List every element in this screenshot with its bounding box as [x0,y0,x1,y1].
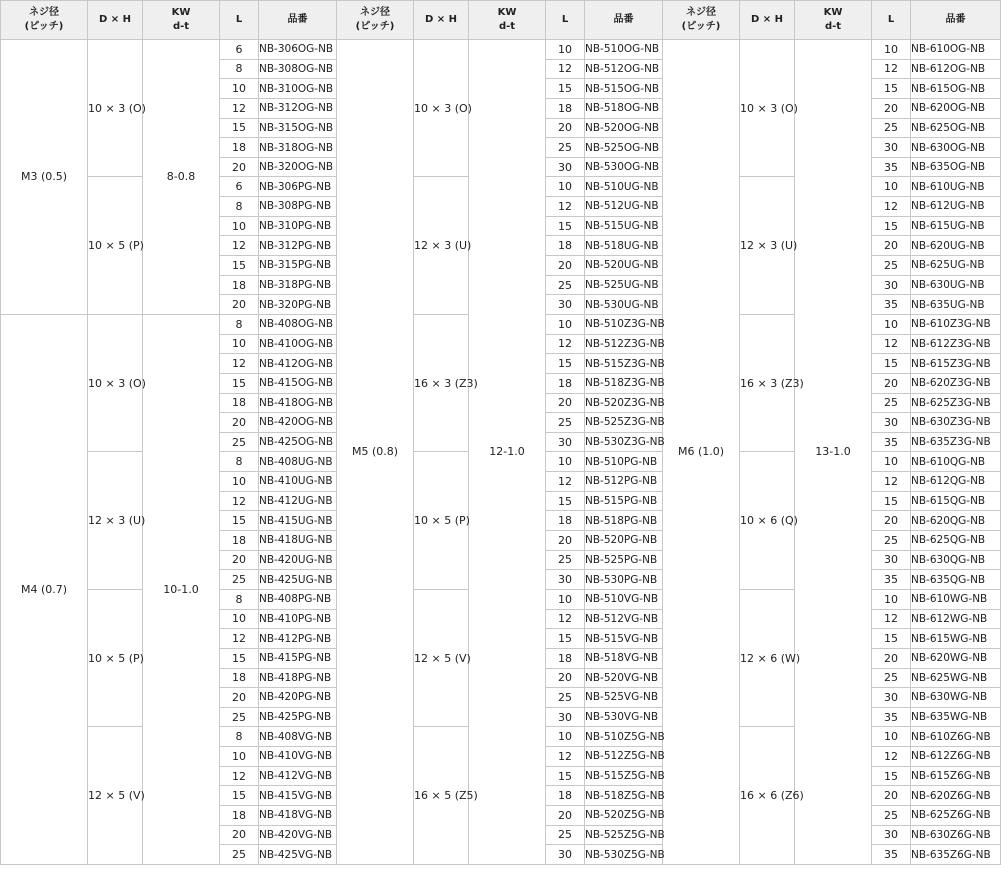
length-cell: 20 [546,668,585,688]
length-cell: 25 [220,570,259,590]
part-number-cell: NB-410UG-NB [259,472,337,492]
length-cell: 12 [872,334,911,354]
length-cell: 20 [872,511,911,531]
length-cell: 30 [872,138,911,158]
part-number-cell: NB-615QG-NB [911,491,1001,511]
part-number-cell: NB-520UG-NB [585,256,663,276]
part-number-cell: NB-515UG-NB [585,216,663,236]
length-cell: 20 [872,373,911,393]
length-cell: 18 [220,138,259,158]
thread-size-cell: M4 (0.7) [1,314,88,864]
header-part-number: 品番 [259,1,337,40]
part-number-cell: NB-530UG-NB [585,295,663,315]
part-number-cell: NB-520PG-NB [585,531,663,551]
length-cell: 10 [220,747,259,767]
length-cell: 18 [546,236,585,256]
part-number-cell: NB-610Z6G-NB [911,727,1001,747]
part-number-cell: NB-312PG-NB [259,236,337,256]
part-number-cell: NB-518Z3G-NB [585,373,663,393]
length-cell: 35 [872,432,911,452]
part-number-cell: NB-510OG-NB [585,40,663,60]
part-number-cell: NB-510PG-NB [585,452,663,472]
length-cell: 35 [872,570,911,590]
part-number-cell: NB-630Z6G-NB [911,825,1001,845]
length-cell: 30 [872,550,911,570]
part-number-cell: NB-525Z5G-NB [585,825,663,845]
length-cell: 12 [872,747,911,767]
kw-cell: 8-0.8 [143,40,220,315]
dh-cell: 12 × 6 (W) [740,589,795,726]
part-number-cell: NB-625WG-NB [911,668,1001,688]
part-number-cell: NB-620Z3G-NB [911,373,1001,393]
part-number-cell: NB-318PG-NB [259,275,337,295]
length-cell: 25 [546,413,585,433]
part-number-cell: NB-412UG-NB [259,491,337,511]
length-cell: 35 [872,845,911,865]
part-number-cell: NB-418PG-NB [259,668,337,688]
length-cell: 10 [220,79,259,99]
part-number-cell: NB-518VG-NB [585,648,663,668]
length-cell: 10 [220,216,259,236]
length-cell: 20 [872,236,911,256]
part-number-cell: NB-635Z3G-NB [911,432,1001,452]
dh-cell: 10 × 3 (O) [414,40,469,177]
dh-cell: 10 × 6 (Q) [740,452,795,589]
length-cell: 30 [872,688,911,708]
part-number-cell: NB-420UG-NB [259,550,337,570]
length-cell: 30 [546,570,585,590]
part-number-cell: NB-512UG-NB [585,197,663,217]
length-cell: 25 [546,138,585,158]
length-cell: 20 [220,688,259,708]
part-number-cell: NB-518UG-NB [585,236,663,256]
part-number-cell: NB-525OG-NB [585,138,663,158]
part-number-cell: NB-520Z3G-NB [585,393,663,413]
length-cell: 30 [872,825,911,845]
length-cell: 30 [546,432,585,452]
length-cell: 20 [220,157,259,177]
part-number-cell: NB-412VG-NB [259,766,337,786]
length-cell: 8 [220,197,259,217]
length-cell: 25 [872,668,911,688]
length-cell: 15 [546,766,585,786]
length-cell: 10 [546,314,585,334]
length-cell: 15 [872,629,911,649]
header-row [1,1,1001,40]
kw-cell: 12-1.0 [469,40,546,865]
part-number-cell: NB-610Z3G-NB [911,314,1001,334]
length-cell: 30 [546,295,585,315]
part-number-cell: NB-315OG-NB [259,118,337,138]
part-number-cell: NB-520VG-NB [585,668,663,688]
part-number-cell: NB-625Z6G-NB [911,805,1001,825]
part-number-cell: NB-308PG-NB [259,197,337,217]
length-cell: 8 [220,314,259,334]
header-kw: KW d-t [469,1,546,40]
part-number-cell: NB-635QG-NB [911,570,1001,590]
length-cell: 12 [872,197,911,217]
part-number-cell: NB-415UG-NB [259,511,337,531]
length-cell: 6 [220,40,259,60]
thread-size-cell: M3 (0.5) [1,40,88,315]
length-cell: 15 [546,354,585,374]
header-thread: ネジ径 (ピッチ) [663,1,740,40]
part-number-cell: NB-515VG-NB [585,629,663,649]
part-number-cell: NB-415OG-NB [259,373,337,393]
part-number-cell: NB-525Z3G-NB [585,413,663,433]
length-cell: 25 [220,845,259,865]
length-cell: 25 [546,275,585,295]
part-number-cell: NB-408VG-NB [259,727,337,747]
part-number-cell: NB-425VG-NB [259,845,337,865]
part-number-cell: NB-306OG-NB [259,40,337,60]
part-number-cell: NB-610WG-NB [911,589,1001,609]
length-cell: 20 [872,648,911,668]
length-cell: 20 [872,98,911,118]
dh-cell: 16 × 5 (Z5) [414,727,469,864]
part-number-cell: NB-420OG-NB [259,413,337,433]
part-number-cell: NB-420PG-NB [259,688,337,708]
length-cell: 10 [872,177,911,197]
length-cell: 8 [220,727,259,747]
length-cell: 20 [546,118,585,138]
part-number-cell: NB-620WG-NB [911,648,1001,668]
length-cell: 18 [220,668,259,688]
header-length: L [546,1,585,40]
part-number-cell: NB-630UG-NB [911,275,1001,295]
length-cell: 20 [546,531,585,551]
part-number-cell: NB-635WG-NB [911,707,1001,727]
part-number-cell: NB-610OG-NB [911,40,1001,60]
length-cell: 25 [872,393,911,413]
length-cell: 10 [546,452,585,472]
length-cell: 12 [546,747,585,767]
length-cell: 12 [546,609,585,629]
part-number-cell: NB-320OG-NB [259,157,337,177]
part-number-cell: NB-408OG-NB [259,314,337,334]
header-length: L [220,1,259,40]
length-cell: 10 [220,472,259,492]
part-number-cell: NB-425PG-NB [259,707,337,727]
part-number-cell: NB-612QG-NB [911,472,1001,492]
part-number-cell: NB-518OG-NB [585,98,663,118]
thread-size-cell: M6 (1.0) [663,40,740,865]
length-cell: 15 [872,79,911,99]
length-cell: 20 [872,786,911,806]
length-cell: 18 [220,805,259,825]
length-cell: 30 [546,845,585,865]
length-cell: 12 [872,609,911,629]
length-cell: 10 [872,589,911,609]
part-number-cell: NB-630OG-NB [911,138,1001,158]
part-number-cell: NB-410VG-NB [259,747,337,767]
length-cell: 15 [872,354,911,374]
length-cell: 12 [220,98,259,118]
length-cell: 20 [546,393,585,413]
dh-cell: 10 × 3 (O) [740,40,795,177]
part-number-cell: NB-635OG-NB [911,157,1001,177]
part-number-cell: NB-515OG-NB [585,79,663,99]
length-cell: 10 [546,177,585,197]
part-number-cell: NB-615WG-NB [911,629,1001,649]
dh-cell: 10 × 3 (O) [88,314,143,451]
dh-cell: 12 × 3 (U) [88,452,143,589]
part-number-cell: NB-320PG-NB [259,295,337,315]
part-number-cell: NB-420VG-NB [259,825,337,845]
part-number-cell: NB-308OG-NB [259,59,337,79]
length-cell: 35 [872,295,911,315]
length-cell: 18 [546,511,585,531]
part-number-cell: NB-310PG-NB [259,216,337,236]
part-number-cell: NB-315PG-NB [259,256,337,276]
length-cell: 25 [546,825,585,845]
part-number-cell: NB-512Z3G-NB [585,334,663,354]
part-number-cell: NB-530Z5G-NB [585,845,663,865]
part-number-cell: NB-620OG-NB [911,98,1001,118]
part-number-cell: NB-408UG-NB [259,452,337,472]
length-cell: 12 [872,472,911,492]
header-dh: D × H [740,1,795,40]
part-number-cell: NB-612Z3G-NB [911,334,1001,354]
length-cell: 20 [220,295,259,315]
header-kw: KW d-t [795,1,872,40]
length-cell: 12 [220,491,259,511]
length-cell: 10 [872,314,911,334]
part-number-cell: NB-610QG-NB [911,452,1001,472]
part-number-cell: NB-418VG-NB [259,805,337,825]
part-number-cell: NB-515Z3G-NB [585,354,663,374]
part-number-cell: NB-625QG-NB [911,531,1001,551]
header-dh: D × H [414,1,469,40]
part-number-cell: NB-418OG-NB [259,393,337,413]
length-cell: 12 [220,236,259,256]
part-number-cell: NB-625UG-NB [911,256,1001,276]
part-number-cell: NB-615Z6G-NB [911,766,1001,786]
part-number-cell: NB-518PG-NB [585,511,663,531]
header-part-number: 品番 [585,1,663,40]
part-number-cell: NB-515Z5G-NB [585,766,663,786]
part-number-cell: NB-410OG-NB [259,334,337,354]
header-thread: ネジ径 (ピッチ) [1,1,88,40]
length-cell: 30 [872,413,911,433]
dh-cell: 12 × 3 (U) [414,177,469,314]
dh-cell: 12 × 3 (U) [740,177,795,314]
part-number-cell: NB-620UG-NB [911,236,1001,256]
length-cell: 18 [546,786,585,806]
length-cell: 25 [872,118,911,138]
length-cell: 8 [220,59,259,79]
length-cell: 10 [872,452,911,472]
length-cell: 30 [546,157,585,177]
header-kw: KW d-t [143,1,220,40]
length-cell: 20 [220,550,259,570]
part-number-cell: NB-512VG-NB [585,609,663,629]
kw-cell: 13-1.0 [795,40,872,865]
header-part-number: 品番 [911,1,1001,40]
header-thread: ネジ径 (ピッチ) [337,1,414,40]
part-number-cell: NB-410PG-NB [259,609,337,629]
part-number-cell: NB-525VG-NB [585,688,663,708]
part-number-cell: NB-412OG-NB [259,354,337,374]
dh-cell: 10 × 5 (P) [88,177,143,314]
length-cell: 6 [220,177,259,197]
part-number-cell: NB-530PG-NB [585,570,663,590]
part-number-cell: NB-525PG-NB [585,550,663,570]
part-number-cell: NB-512PG-NB [585,472,663,492]
part-number-cell: NB-515PG-NB [585,491,663,511]
part-number-cell: NB-615OG-NB [911,79,1001,99]
length-cell: 12 [546,334,585,354]
length-cell: 8 [220,452,259,472]
part-number-cell: NB-620Z6G-NB [911,786,1001,806]
length-cell: 8 [220,589,259,609]
length-cell: 15 [872,491,911,511]
part-number-cell: NB-615UG-NB [911,216,1001,236]
part-number-cell: NB-630WG-NB [911,688,1001,708]
length-cell: 25 [220,707,259,727]
part-number-cell: NB-530OG-NB [585,157,663,177]
kw-cell: 10-1.0 [143,314,220,864]
length-cell: 25 [220,432,259,452]
part-number-cell: NB-620QG-NB [911,511,1001,531]
part-number-cell: NB-612Z6G-NB [911,747,1001,767]
length-cell: 15 [546,491,585,511]
length-cell: 25 [872,256,911,276]
length-cell: 25 [872,531,911,551]
part-number-cell: NB-612UG-NB [911,197,1001,217]
table-row [1,40,1001,60]
length-cell: 15 [546,629,585,649]
length-cell: 20 [546,256,585,276]
dh-cell: 10 × 5 (P) [414,452,469,589]
length-cell: 10 [546,727,585,747]
part-number-cell: NB-625OG-NB [911,118,1001,138]
length-cell: 10 [872,40,911,60]
part-number-cell: NB-415PG-NB [259,648,337,668]
length-cell: 18 [220,275,259,295]
length-cell: 15 [220,648,259,668]
length-cell: 12 [220,629,259,649]
part-number-cell: NB-615Z3G-NB [911,354,1001,374]
length-cell: 12 [546,59,585,79]
part-number-cell: NB-418UG-NB [259,531,337,551]
length-cell: 15 [220,511,259,531]
length-cell: 12 [546,472,585,492]
part-number-cell: NB-512OG-NB [585,59,663,79]
dh-cell: 16 × 6 (Z6) [740,727,795,864]
part-number-cell: NB-310OG-NB [259,79,337,99]
length-cell: 18 [546,98,585,118]
part-number-cell: NB-512Z5G-NB [585,747,663,767]
length-cell: 10 [546,589,585,609]
table-body [1,40,1001,865]
part-number-cell: NB-610UG-NB [911,177,1001,197]
dh-cell: 10 × 5 (P) [88,589,143,726]
part-number-cell: NB-425UG-NB [259,570,337,590]
length-cell: 15 [872,216,911,236]
length-cell: 18 [546,648,585,668]
part-number-cell: NB-530VG-NB [585,707,663,727]
part-number-cell: NB-425OG-NB [259,432,337,452]
length-cell: 12 [220,354,259,374]
length-cell: 12 [546,197,585,217]
part-number-cell: NB-518Z5G-NB [585,786,663,806]
part-number-cell: NB-312OG-NB [259,98,337,118]
part-number-cell: NB-520Z5G-NB [585,805,663,825]
length-cell: 18 [546,373,585,393]
header-dh: D × H [88,1,143,40]
length-cell: 20 [220,413,259,433]
length-cell: 25 [872,805,911,825]
length-cell: 18 [220,531,259,551]
dh-cell: 16 × 3 (Z3) [414,314,469,451]
dh-cell: 12 × 5 (V) [88,727,143,864]
length-cell: 18 [220,393,259,413]
part-number-cell: NB-635UG-NB [911,295,1001,315]
part-number-cell: NB-412PG-NB [259,629,337,649]
part-number-cell: NB-625Z3G-NB [911,393,1001,413]
header-length: L [872,1,911,40]
dh-cell: 16 × 3 (Z3) [740,314,795,451]
length-cell: 15 [546,216,585,236]
length-cell: 12 [220,766,259,786]
part-number-cell: NB-630QG-NB [911,550,1001,570]
part-number-cell: NB-612WG-NB [911,609,1001,629]
length-cell: 10 [546,40,585,60]
part-number-cell: NB-318OG-NB [259,138,337,158]
part-number-cell: NB-415VG-NB [259,786,337,806]
length-cell: 25 [546,550,585,570]
part-number-cell: NB-510Z3G-NB [585,314,663,334]
length-cell: 10 [220,609,259,629]
length-cell: 25 [546,688,585,708]
length-cell: 15 [220,256,259,276]
part-number-cell: NB-630Z3G-NB [911,413,1001,433]
length-cell: 35 [872,157,911,177]
part-number-cell: NB-408PG-NB [259,589,337,609]
thread-size-cell: M5 (0.8) [337,40,414,865]
part-number-cell: NB-612OG-NB [911,59,1001,79]
part-number-cell: NB-530Z3G-NB [585,432,663,452]
part-number-cell: NB-510Z5G-NB [585,727,663,747]
dh-cell: 12 × 5 (V) [414,589,469,726]
length-cell: 35 [872,707,911,727]
length-cell: 15 [220,786,259,806]
length-cell: 10 [872,727,911,747]
length-cell: 20 [220,825,259,845]
part-number-cell: NB-525UG-NB [585,275,663,295]
part-number-cell: NB-510UG-NB [585,177,663,197]
part-number-cell: NB-635Z6G-NB [911,845,1001,865]
dh-cell: 10 × 3 (O) [88,40,143,177]
length-cell: 20 [546,805,585,825]
length-cell: 15 [872,766,911,786]
length-cell: 30 [872,275,911,295]
part-number-cell: NB-510VG-NB [585,589,663,609]
length-cell: 15 [546,79,585,99]
length-cell: 15 [220,373,259,393]
part-number-cell: NB-306PG-NB [259,177,337,197]
part-number-cell: NB-520OG-NB [585,118,663,138]
length-cell: 15 [220,118,259,138]
length-cell: 10 [220,334,259,354]
length-cell: 30 [546,707,585,727]
length-cell: 12 [872,59,911,79]
